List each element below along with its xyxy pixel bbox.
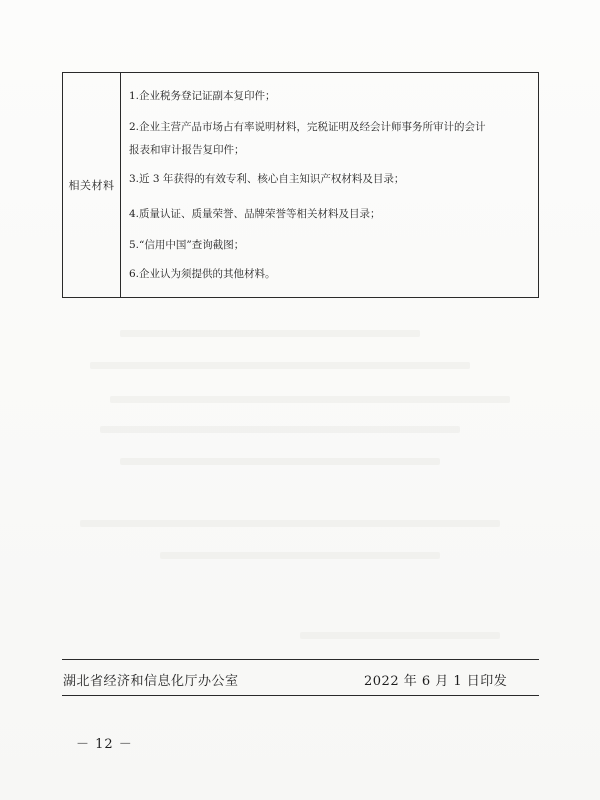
bleed-through-mark: [120, 458, 440, 465]
items-cell: [121, 73, 539, 298]
bleed-through-mark: [90, 362, 470, 369]
list-item: 1.企业税务登记证副本复印件；: [129, 90, 276, 102]
bleed-through-mark: [100, 426, 460, 433]
list-item: 5.“信用中国”查询截图；: [129, 239, 245, 251]
list-item: 4.质量认证、质量荣誉、品牌荣誉等相关材料及目录；: [129, 208, 381, 220]
bleed-through-mark: [120, 330, 420, 337]
label-cell: 相关材料: [63, 73, 121, 298]
footer-top-rule: [62, 659, 539, 660]
bleed-through-mark: [110, 396, 510, 403]
page-number: － 12 －: [76, 737, 133, 752]
list-item: 3.近 3 年获得的有效专利、核心自主知识产权材料及目录；: [129, 173, 405, 185]
issuing-organization: 湖北省经济和信息化厅办公室: [63, 674, 239, 689]
footer-bottom-rule: [62, 695, 539, 696]
bleed-through-mark: [160, 552, 440, 559]
related-materials-table: [62, 72, 539, 298]
list-item-line: 2.企业主营产品市场占有率说明材料，完税证明及经会计师事务所审计的会计: [129, 121, 486, 133]
list-item-line: 报表和审计报告复印件；: [129, 144, 245, 156]
list-item: [129, 121, 532, 157]
issue-date: 2022 年 6 月 1 日印发: [364, 674, 508, 689]
bleed-through-mark: [80, 520, 500, 527]
bleed-through-mark: [300, 632, 500, 639]
list-item: 6.企业认为须提供的其他材料。: [129, 268, 276, 280]
